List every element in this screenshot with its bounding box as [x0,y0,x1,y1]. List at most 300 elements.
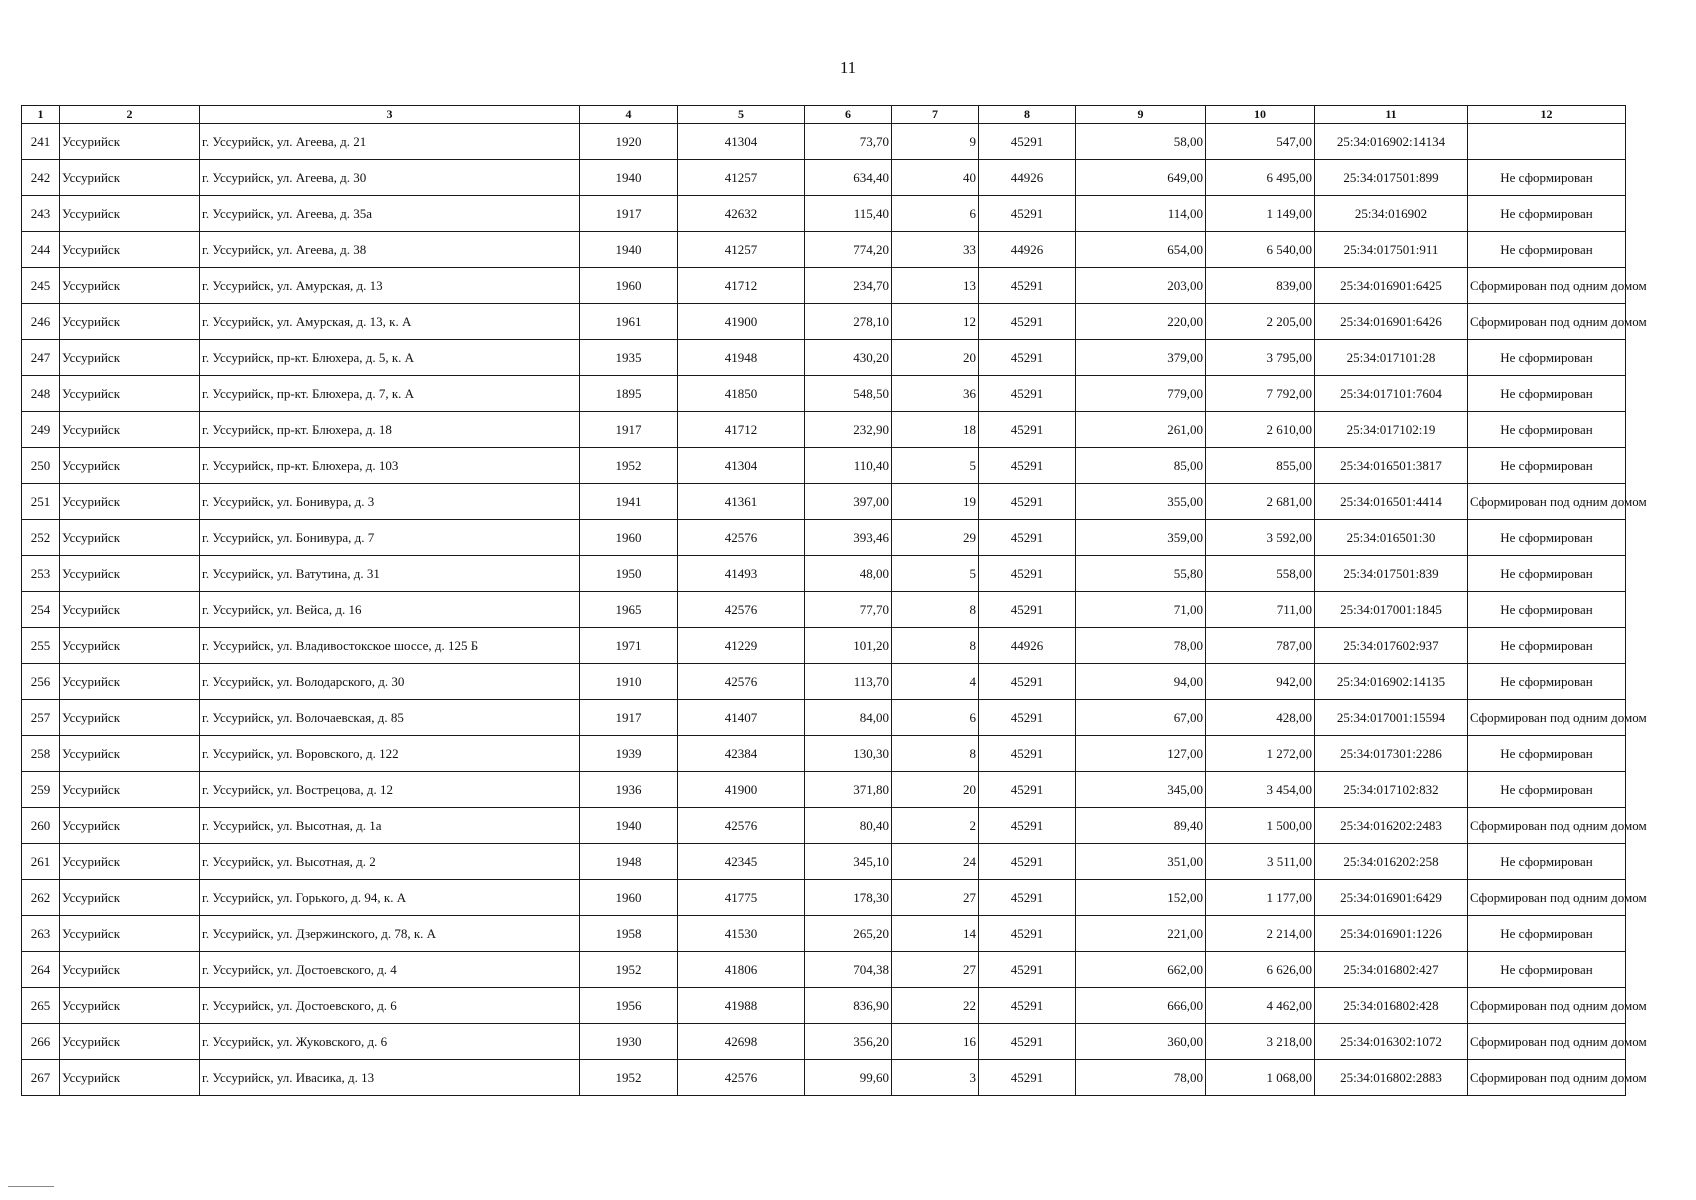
column-5-cell: 41900 [678,304,805,340]
cadastral-number-cell: 25:34:017602:937 [1315,628,1468,664]
city-cell: Уссурийск [60,268,200,304]
area-cell: 48,00 [805,556,892,592]
address-cell: г. Уссурийск, ул. Бонивура, д. 3 [200,484,580,520]
row-number-cell: 266 [22,1024,60,1060]
table-row [22,124,1626,160]
area-cell: 110,40 [805,448,892,484]
column-5-cell: 41988 [678,988,805,1024]
area-cell: 115,40 [805,196,892,232]
area-cell: 80,40 [805,808,892,844]
column-9-cell: 355,00 [1076,484,1206,520]
column-9-cell: 85,00 [1076,448,1206,484]
column-header-9: 9 [1076,106,1206,124]
address-cell: г. Уссурийск, ул. Высотная, д. 2 [200,844,580,880]
area-cell: 101,20 [805,628,892,664]
table-row [22,520,1626,556]
table-body [22,124,1647,1096]
column-5-cell: 42576 [678,592,805,628]
row-number-cell: 259 [22,772,60,808]
area-cell: 234,70 [805,268,892,304]
row-number-cell: 260 [22,808,60,844]
column-10-cell: 6 626,00 [1206,952,1315,988]
address-cell: г. Уссурийск, ул. Агеева, д. 21 [200,124,580,160]
column-10-cell: 3 592,00 [1206,520,1315,556]
table-row [22,448,1626,484]
area-cell: 232,90 [805,412,892,448]
cadastral-number-cell: 25:34:016302:1072 [1315,1024,1468,1060]
status-cell: Сформирован под одним домом [1468,484,1626,520]
column-9-cell: 360,00 [1076,1024,1206,1060]
column-5-cell: 41806 [678,952,805,988]
status-cell: Не сформирован [1468,736,1626,772]
row-number-cell: 267 [22,1060,60,1096]
table-row [22,232,1626,268]
year-cell: 1960 [580,880,678,916]
area-cell: 836,90 [805,988,892,1024]
cadastral-number-cell: 25:34:016802:427 [1315,952,1468,988]
column-9-cell: 203,00 [1076,268,1206,304]
status-cell: Не сформирован [1468,232,1626,268]
column-9-cell: 221,00 [1076,916,1206,952]
column-7-cell: 20 [892,772,979,808]
column-7-cell: 8 [892,736,979,772]
column-9-cell: 779,00 [1076,376,1206,412]
column-9-cell: 114,00 [1076,196,1206,232]
column-5-cell: 41948 [678,340,805,376]
status-cell: Сформирован под одним домом [1468,1060,1626,1096]
column-5-cell: 41850 [678,376,805,412]
city-cell: Уссурийск [60,952,200,988]
area-cell: 77,70 [805,592,892,628]
column-8-cell: 45291 [979,664,1076,700]
column-8-cell: 45291 [979,952,1076,988]
column-8-cell: 45291 [979,556,1076,592]
column-8-cell: 45291 [979,484,1076,520]
address-cell: г. Уссурийск, ул. Ватутина, д. 31 [200,556,580,592]
column-8-cell: 44926 [979,160,1076,196]
area-cell: 84,00 [805,700,892,736]
row-number-cell: 264 [22,952,60,988]
status-cell: Сформирован под одним домом [1468,268,1626,304]
table-row [22,556,1626,592]
address-cell: г. Уссурийск, пр-кт. Блюхера, д. 103 [200,448,580,484]
column-8-cell: 45291 [979,304,1076,340]
column-5-cell: 42384 [678,736,805,772]
cadastral-number-cell: 25:34:017102:832 [1315,772,1468,808]
column-10-cell: 7 792,00 [1206,376,1315,412]
city-cell: Уссурийск [60,196,200,232]
column-10-cell: 2 610,00 [1206,412,1315,448]
address-cell: г. Уссурийск, ул. Достоевского, д. 6 [200,988,580,1024]
column-8-cell: 45291 [979,1060,1076,1096]
cadastral-number-cell: 25:34:017501:839 [1315,556,1468,592]
area-cell: 774,20 [805,232,892,268]
table-row [22,628,1626,664]
address-cell: г. Уссурийск, ул. Ивасика, д. 13 [200,1060,580,1096]
column-7-cell: 20 [892,340,979,376]
column-9-cell: 261,00 [1076,412,1206,448]
cadastral-number-cell: 25:34:017501:899 [1315,160,1468,196]
address-cell: г. Уссурийск, ул. Агеева, д. 30 [200,160,580,196]
column-7-cell: 27 [892,880,979,916]
cadastral-number-cell: 25:34:016901:6426 [1315,304,1468,340]
column-7-cell: 33 [892,232,979,268]
column-8-cell: 45291 [979,700,1076,736]
year-cell: 1917 [580,196,678,232]
area-cell: 178,30 [805,880,892,916]
column-5-cell: 41257 [678,160,805,196]
column-5-cell: 41493 [678,556,805,592]
city-cell: Уссурийск [60,556,200,592]
area-cell: 397,00 [805,484,892,520]
table-row [22,808,1626,844]
row-number-cell: 254 [22,592,60,628]
city-cell: Уссурийск [60,484,200,520]
area-cell: 345,10 [805,844,892,880]
row-number-cell: 245 [22,268,60,304]
column-7-cell: 27 [892,952,979,988]
area-cell: 356,20 [805,1024,892,1060]
column-9-cell: 71,00 [1076,592,1206,628]
column-5-cell: 42345 [678,844,805,880]
column-5-cell: 42632 [678,196,805,232]
column-5-cell: 41712 [678,268,805,304]
year-cell: 1910 [580,664,678,700]
row-number-cell: 261 [22,844,60,880]
row-number-cell: 255 [22,628,60,664]
cadastral-number-cell: 25:34:016902:14134 [1315,124,1468,160]
row-number-cell: 256 [22,664,60,700]
city-cell: Уссурийск [60,736,200,772]
row-number-cell: 253 [22,556,60,592]
year-cell: 1971 [580,628,678,664]
table-row [22,376,1626,412]
cadastral-number-cell: 25:34:017501:911 [1315,232,1468,268]
table-row [22,952,1626,988]
address-cell: г. Уссурийск, ул. Агеева, д. 35а [200,196,580,232]
year-cell: 1940 [580,232,678,268]
row-number-cell: 247 [22,340,60,376]
cadastral-number-cell: 25:34:016902 [1315,196,1468,232]
table-row [22,340,1626,376]
column-5-cell: 42576 [678,1060,805,1096]
area-cell: 548,50 [805,376,892,412]
area-cell: 113,70 [805,664,892,700]
table-row [22,1060,1626,1096]
cadastral-number-cell: 25:34:016501:4414 [1315,484,1468,520]
year-cell: 1952 [580,1060,678,1096]
year-cell: 1961 [580,304,678,340]
row-number-cell: 257 [22,700,60,736]
table-row [22,988,1626,1024]
city-cell: Уссурийск [60,592,200,628]
column-8-cell: 45291 [979,592,1076,628]
address-cell: г. Уссурийск, ул. Достоевского, д. 4 [200,952,580,988]
column-10-cell: 3 511,00 [1206,844,1315,880]
year-cell: 1917 [580,412,678,448]
year-cell: 1917 [580,700,678,736]
status-cell: Не сформирован [1468,160,1626,196]
status-cell: Не сформирован [1468,844,1626,880]
column-9-cell: 654,00 [1076,232,1206,268]
column-header-7: 7 [892,106,979,124]
year-cell: 1936 [580,772,678,808]
year-cell: 1940 [580,808,678,844]
column-5-cell: 42576 [678,808,805,844]
address-cell: г. Уссурийск, ул. Горького, д. 94, к. А [200,880,580,916]
column-7-cell: 40 [892,160,979,196]
column-10-cell: 3 795,00 [1206,340,1315,376]
year-cell: 1952 [580,448,678,484]
column-10-cell: 1 500,00 [1206,808,1315,844]
column-10-cell: 6 540,00 [1206,232,1315,268]
address-cell: г. Уссурийск, ул. Вейса, д. 16 [200,592,580,628]
column-7-cell: 18 [892,412,979,448]
status-cell: Не сформирован [1468,664,1626,700]
area-cell: 704,38 [805,952,892,988]
column-8-cell: 45291 [979,448,1076,484]
column-7-cell: 36 [892,376,979,412]
column-9-cell: 55,80 [1076,556,1206,592]
city-cell: Уссурийск [60,772,200,808]
year-cell: 1940 [580,160,678,196]
column-8-cell: 45291 [979,196,1076,232]
city-cell: Уссурийск [60,628,200,664]
column-10-cell: 428,00 [1206,700,1315,736]
column-8-cell: 44926 [979,232,1076,268]
area-cell: 430,20 [805,340,892,376]
column-5-cell: 42576 [678,664,805,700]
year-cell: 1952 [580,952,678,988]
table-row [22,916,1626,952]
column-7-cell: 14 [892,916,979,952]
year-cell: 1958 [580,916,678,952]
year-cell: 1960 [580,520,678,556]
row-number-cell: 246 [22,304,60,340]
year-cell: 1920 [580,124,678,160]
address-cell: г. Уссурийск, ул. Амурская, д. 13 [200,268,580,304]
column-7-cell: 2 [892,808,979,844]
column-8-cell: 45291 [979,124,1076,160]
column-10-cell: 1 272,00 [1206,736,1315,772]
column-7-cell: 4 [892,664,979,700]
cadastral-number-cell: 25:34:016501:3817 [1315,448,1468,484]
table-row [22,268,1626,304]
page-number: 11 [839,58,857,77]
area-cell: 73,70 [805,124,892,160]
status-cell: Не сформирован [1468,772,1626,808]
column-10-cell: 547,00 [1206,124,1315,160]
address-cell: г. Уссурийск, ул. Жуковского, д. 6 [200,1024,580,1060]
row-number-cell: 258 [22,736,60,772]
row-number-cell: 242 [22,160,60,196]
cadastral-number-cell: 25:34:016901:6429 [1315,880,1468,916]
row-number-cell: 241 [22,124,60,160]
column-7-cell: 8 [892,592,979,628]
status-cell: Сформирован под одним домом [1468,700,1626,736]
column-9-cell: 379,00 [1076,340,1206,376]
column-10-cell: 787,00 [1206,628,1315,664]
address-cell: г. Уссурийск, ул. Бонивура, д. 7 [200,520,580,556]
status-cell: Сформирован под одним домом [1468,880,1626,916]
status-cell: Не сформирован [1468,196,1626,232]
city-cell: Уссурийск [60,124,200,160]
column-header-2: 2 [60,106,200,124]
status-cell: Не сформирован [1468,340,1626,376]
city-cell: Уссурийск [60,520,200,556]
area-cell: 130,30 [805,736,892,772]
city-cell: Уссурийск [60,1024,200,1060]
column-10-cell: 6 495,00 [1206,160,1315,196]
year-cell: 1956 [580,988,678,1024]
column-header-1: 1 [22,106,60,124]
city-cell: Уссурийск [60,700,200,736]
column-9-cell: 94,00 [1076,664,1206,700]
column-7-cell: 8 [892,628,979,664]
area-cell: 99,60 [805,1060,892,1096]
column-5-cell: 41304 [678,448,805,484]
column-9-cell: 127,00 [1076,736,1206,772]
table-row [22,664,1626,700]
row-number-cell: 244 [22,232,60,268]
city-cell: Уссурийск [60,664,200,700]
column-9-cell: 152,00 [1076,880,1206,916]
row-number-cell: 251 [22,484,60,520]
cadastral-number-cell: 25:34:016202:2483 [1315,808,1468,844]
column-5-cell: 41229 [678,628,805,664]
column-9-cell: 351,00 [1076,844,1206,880]
cadastral-number-cell: 25:34:016802:2883 [1315,1060,1468,1096]
address-cell: г. Уссурийск, ул. Владивостокское шоссе, д. 125 Б [200,628,580,664]
column-5-cell: 41304 [678,124,805,160]
column-8-cell: 45291 [979,376,1076,412]
table-row [22,484,1626,520]
column-7-cell: 5 [892,448,979,484]
status-cell: Сформирован под одним домом [1468,808,1626,844]
city-cell: Уссурийск [60,1060,200,1096]
row-number-cell: 249 [22,412,60,448]
row-number-cell: 248 [22,376,60,412]
column-8-cell: 45291 [979,880,1076,916]
column-8-cell: 44926 [979,628,1076,664]
column-10-cell: 839,00 [1206,268,1315,304]
column-5-cell: 41712 [678,412,805,448]
column-header-11: 11 [1315,106,1468,124]
cadastral-number-cell: 25:34:016901:6425 [1315,268,1468,304]
column-10-cell: 1 149,00 [1206,196,1315,232]
column-8-cell: 45291 [979,340,1076,376]
column-7-cell: 22 [892,988,979,1024]
table-row [22,1024,1626,1060]
area-cell: 371,80 [805,772,892,808]
table-row [22,160,1626,196]
column-7-cell: 13 [892,268,979,304]
year-cell: 1950 [580,556,678,592]
column-9-cell: 78,00 [1076,628,1206,664]
column-9-cell: 67,00 [1076,700,1206,736]
table-row [22,880,1626,916]
cadastral-number-cell: 25:34:017101:7604 [1315,376,1468,412]
column-9-cell: 78,00 [1076,1060,1206,1096]
column-9-cell: 662,00 [1076,952,1206,988]
column-10-cell: 1 068,00 [1206,1060,1315,1096]
cadastral-number-cell: 25:34:017001:1845 [1315,592,1468,628]
city-cell: Уссурийск [60,304,200,340]
cadastral-number-cell: 25:34:016802:428 [1315,988,1468,1024]
column-9-cell: 220,00 [1076,304,1206,340]
column-7-cell: 12 [892,304,979,340]
column-10-cell: 1 177,00 [1206,880,1315,916]
status-cell: Не сформирован [1468,952,1626,988]
column-8-cell: 45291 [979,412,1076,448]
table-row [22,196,1626,232]
city-cell: Уссурийск [60,916,200,952]
column-8-cell: 45291 [979,772,1076,808]
column-5-cell: 41257 [678,232,805,268]
column-header-3: 3 [200,106,580,124]
area-cell: 278,10 [805,304,892,340]
status-cell: Сформирован под одним домом [1468,988,1626,1024]
year-cell: 1939 [580,736,678,772]
column-7-cell: 29 [892,520,979,556]
status-cell: Не сформирован [1468,556,1626,592]
column-7-cell: 6 [892,196,979,232]
status-cell: Не сформирован [1468,376,1626,412]
column-5-cell: 42698 [678,1024,805,1060]
city-cell: Уссурийск [60,340,200,376]
column-10-cell: 855,00 [1206,448,1315,484]
column-5-cell: 41900 [678,772,805,808]
cadastral-number-cell: 25:34:016902:14135 [1315,664,1468,700]
column-8-cell: 45291 [979,988,1076,1024]
column-7-cell: 5 [892,556,979,592]
column-8-cell: 45291 [979,916,1076,952]
address-cell: г. Уссурийск, пр-кт. Блюхера, д. 18 [200,412,580,448]
status-cell: Не сформирован [1468,916,1626,952]
column-9-cell: 345,00 [1076,772,1206,808]
table-row [22,736,1626,772]
column-10-cell: 558,00 [1206,556,1315,592]
area-cell: 393,46 [805,520,892,556]
column-10-cell: 3 454,00 [1206,772,1315,808]
status-cell: Сформирован под одним домом [1468,1024,1626,1060]
cadastral-number-cell: 25:34:017301:2286 [1315,736,1468,772]
address-cell: г. Уссурийск, ул. Дзержинского, д. 78, к. А [200,916,580,952]
row-number-cell: 262 [22,880,60,916]
column-5-cell: 41530 [678,916,805,952]
column-7-cell: 6 [892,700,979,736]
city-cell: Уссурийск [60,844,200,880]
year-cell: 1895 [580,376,678,412]
city-cell: Уссурийск [60,160,200,196]
column-7-cell: 16 [892,1024,979,1060]
row-number-cell: 265 [22,988,60,1024]
year-cell: 1965 [580,592,678,628]
year-cell: 1935 [580,340,678,376]
table-row [22,412,1626,448]
column-5-cell: 41775 [678,880,805,916]
column-9-cell: 89,40 [1076,808,1206,844]
column-7-cell: 9 [892,124,979,160]
column-9-cell: 58,00 [1076,124,1206,160]
cadastral-number-cell: 25:34:016202:258 [1315,844,1468,880]
column-10-cell: 942,00 [1206,664,1315,700]
address-cell: г. Уссурийск, ул. Володарского, д. 30 [200,664,580,700]
column-7-cell: 24 [892,844,979,880]
city-cell: Уссурийск [60,988,200,1024]
address-cell: г. Уссурийск, ул. Агеева, д. 38 [200,232,580,268]
column-7-cell: 3 [892,1060,979,1096]
